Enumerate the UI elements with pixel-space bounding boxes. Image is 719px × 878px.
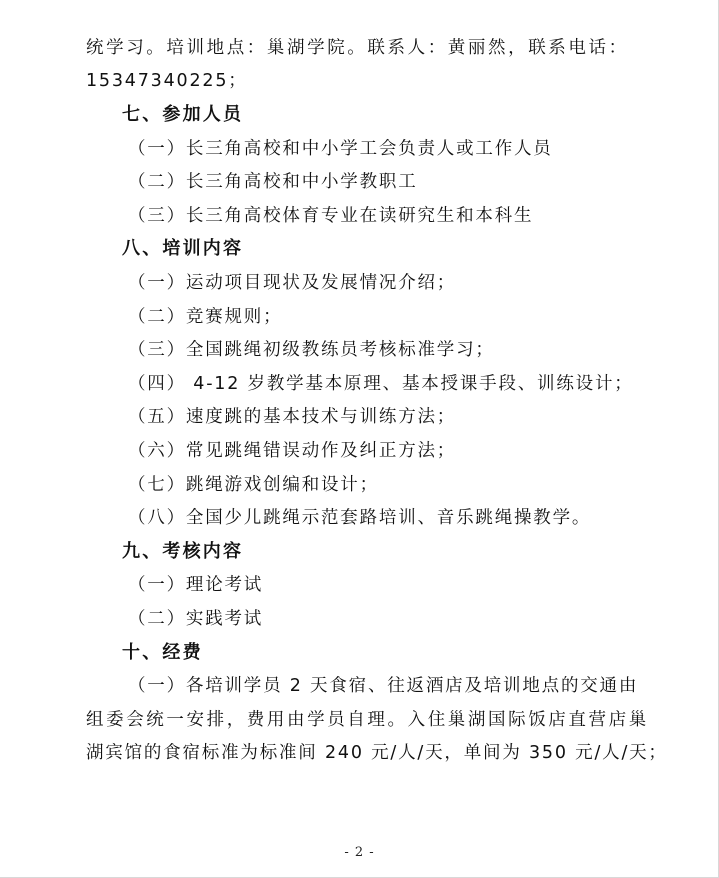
list-item: （三）全国跳绳初级教练员考核标准学习； (128, 340, 495, 360)
list-item: （三）长三角高校体育专业在读研究生和本科生 (128, 206, 534, 226)
list-item: （一）理论考试 (128, 575, 264, 595)
section-heading-assessment: 九、考核内容 (122, 541, 244, 562)
list-item: （八）全国少儿跳绳示范套路培训、音乐跳绳操教学。 (128, 508, 592, 528)
list-item: （六）常见跳绳错误动作及纠正方法； (128, 441, 457, 461)
list-item: （二）竞赛规则； (128, 307, 283, 327)
list-item: （七）跳绳游戏创编和设计； (128, 475, 379, 495)
fees-paragraph-line-3: 湖宾馆的食宿标准为标准间 240 元/人/天，单间为 350 元/人/天； (86, 743, 668, 763)
section-heading-training-content: 八、培训内容 (122, 238, 244, 259)
fees-paragraph-line-1: （一）各培训学员 2 天食宿、往返酒店及培训地点的交通由 (128, 676, 639, 696)
fees-paragraph-line-2: 组委会统一安排，费用由学员自理。入住巢湖国际饭店直营店巢 (86, 710, 649, 730)
list-item: （一）长三角高校和中小学工会负责人或工作人员 (128, 139, 553, 159)
list-item: （四） 4-12 岁教学基本原理、基本授课手段、训练设计； (128, 374, 634, 394)
list-item: （二）长三角高校和中小学教职工 (128, 172, 418, 192)
section-heading-participants: 七、参加人员 (122, 104, 244, 125)
intro-line-2: 15347340225； (86, 71, 248, 91)
section-heading-fees: 十、经费 (122, 642, 203, 663)
list-item: （一）运动项目现状及发展情况介绍； (128, 273, 457, 293)
list-item: （五）速度跳的基本技术与训练方法； (128, 407, 457, 427)
list-item: （二）实践考试 (128, 609, 264, 629)
intro-line-1: 统学习。培训地点：巢湖学院。联系人：黄丽然，联系电话： (86, 38, 629, 58)
page-number: - 2 - (344, 845, 375, 860)
